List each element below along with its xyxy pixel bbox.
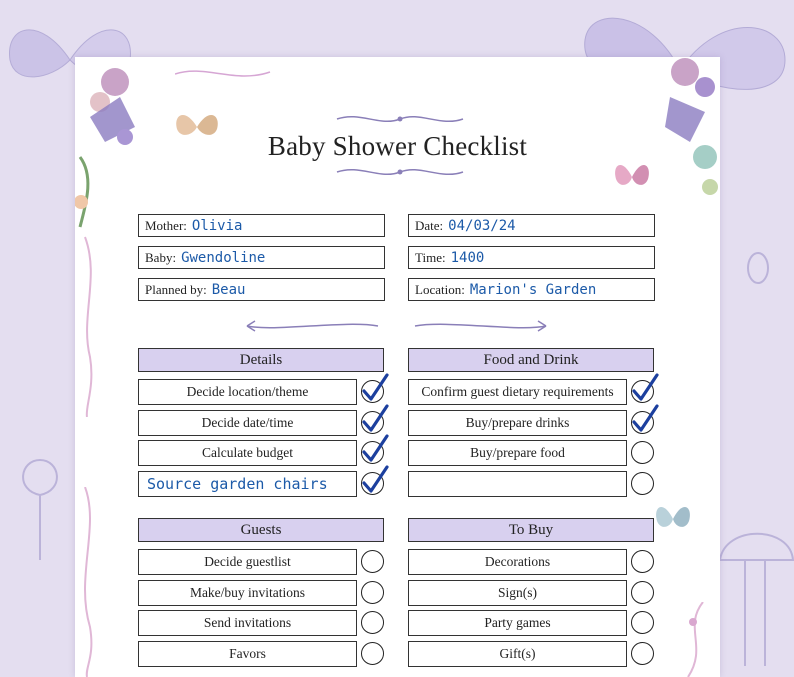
checkbox-circle[interactable] [631,642,654,665]
divider-ornament-left [245,318,380,334]
checklist-row[interactable] [138,471,384,497]
time-value: 1400 [450,249,485,266]
details-heading: Details [138,348,384,372]
planned-by-label: Planned by: [145,281,207,297]
time-label: Time: [415,249,446,265]
divider-ornament-right [413,318,548,334]
checklist-row[interactable] [408,549,654,575]
background-beetle-icon [738,240,778,290]
page-title: Baby Shower Checklist [267,131,528,161]
baby-field[interactable] [138,246,385,269]
location-field[interactable] [408,278,655,301]
date-field[interactable] [408,214,655,237]
planned-by-field[interactable] [138,278,385,301]
food-heading: Food and Drink [408,348,654,372]
location-label: Location: [415,281,465,297]
checkbox-circle[interactable] [631,611,654,634]
checklist-item-text: Decide guestlist [138,549,357,575]
checkmark-icon [358,465,390,499]
checkbox-circle[interactable] [631,472,654,495]
checklist-item-text: Decide location/theme [138,379,357,405]
checklist-row[interactable] [408,471,654,497]
vine-top-icon [175,62,275,87]
checklist-item-text: Make/buy invitations [138,580,357,606]
checklist-item-text: Buy/prepare food [408,440,627,466]
checkmark-icon [358,434,390,468]
checklist-row[interactable] [408,610,654,636]
title-ornament-top [335,112,465,126]
location-value: Marion's Garden [469,281,597,298]
checkbox-circle[interactable] [361,642,384,665]
checkmark-icon [628,404,660,438]
date-value: 04/03/24 [448,217,516,234]
checklist-row[interactable] [138,549,384,575]
checklist-row[interactable] [408,440,654,466]
checkbox-circle[interactable] [361,611,384,634]
baby-value: Gwendoline [181,249,266,266]
checklist-row[interactable] [408,410,654,436]
date-label: Date: [415,217,444,233]
mother-field[interactable] [138,214,385,237]
checklist-item-text: Confirm guest dietary requirements [408,379,627,405]
checklist-item-text: Sign(s) [408,580,627,606]
checklist-item-text: Decorations [408,549,627,575]
checklist-item-text [408,471,627,497]
checklist-row[interactable] [408,580,654,606]
checklist-item-text: Party games [408,610,627,636]
checklist-item-text: Calculate budget [138,440,357,466]
checklist-item-text: Favors [138,641,357,667]
checklist-row[interactable] [138,379,384,405]
mother-value: Olivia [191,217,243,234]
mother-label: Mother: [145,217,187,233]
guests-heading: Guests [138,518,384,542]
checkmark-icon [358,373,390,407]
checklist-row[interactable] [138,641,384,667]
background-mushroom-icon [715,520,794,666]
time-field[interactable] [408,246,655,269]
planned-by-value: Beau [211,281,246,298]
checklist-page [75,57,720,677]
checklist-row[interactable] [408,379,654,405]
checklist-item-text: Decide date/time [138,410,357,436]
background-flower-icon [5,440,75,560]
checklist-item-text: Gift(s) [408,641,627,667]
checklist-row[interactable] [138,580,384,606]
checklist-row[interactable] [138,410,384,436]
checkmark-icon [628,373,660,407]
checklist-row[interactable] [138,610,384,636]
checklist-item-text: Source garden chairs [138,471,357,497]
baby-label: Baby: [145,249,177,265]
title-ornament-bottom [335,165,465,179]
checkbox-circle[interactable] [631,581,654,604]
checkbox-circle[interactable] [361,550,384,573]
checklist-item-text: Send invitations [138,610,357,636]
checkbox-circle[interactable] [631,441,654,464]
checkmark-icon [358,404,390,438]
checklist-item-text: Buy/prepare drinks [408,410,627,436]
checklist-row[interactable] [408,641,654,667]
butterfly-icon-blue [653,499,693,539]
checkbox-circle[interactable] [361,581,384,604]
vine-bottom-left-icon [75,487,105,677]
checklist-row[interactable] [138,440,384,466]
to-buy-heading: To Buy [408,518,654,542]
checkbox-circle[interactable] [631,550,654,573]
